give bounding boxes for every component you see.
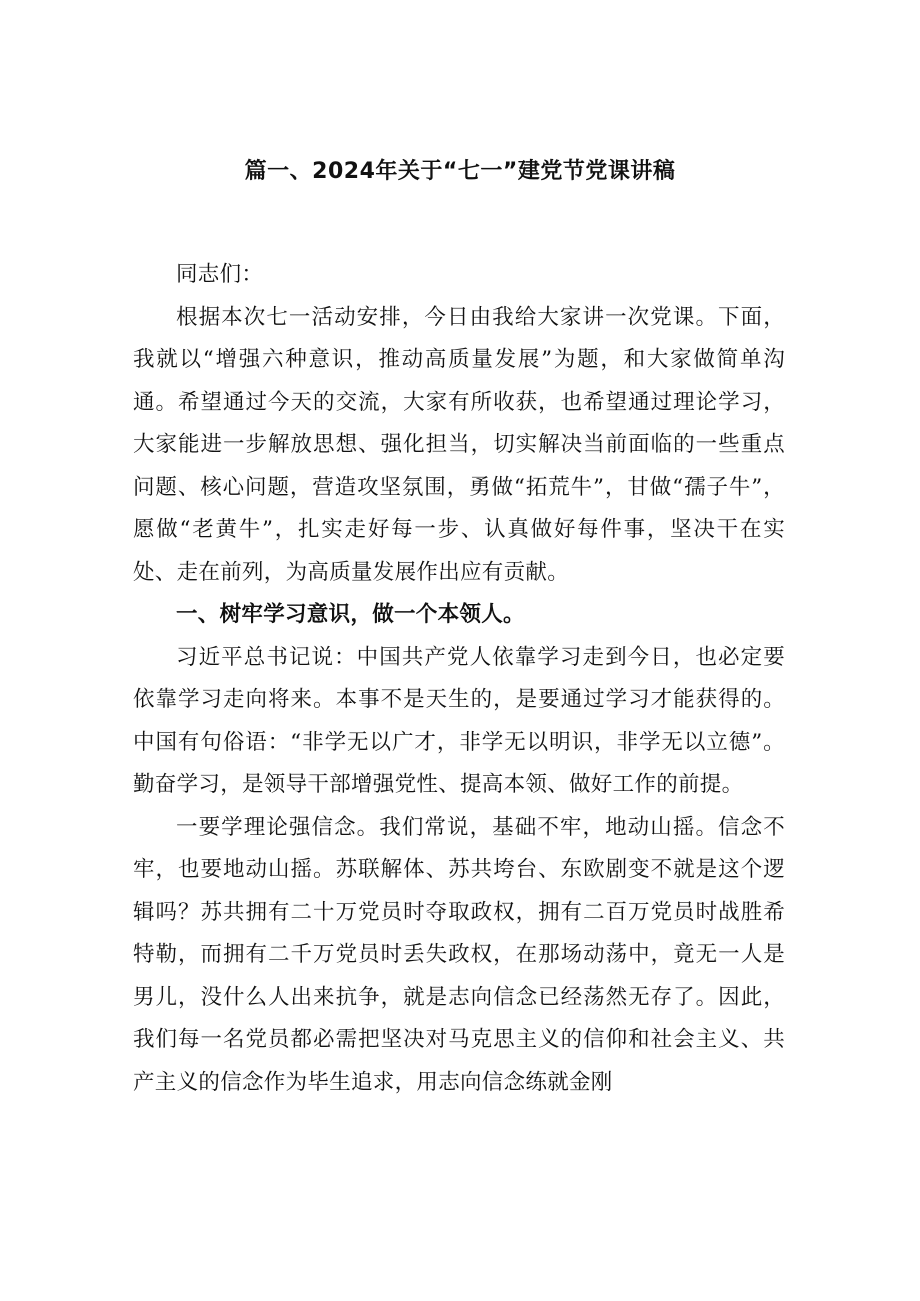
document-body [133,254,785,1104]
section-paragraph: 习近平总书记说：中国共产党人依靠学习走到今日，也必定要依靠学习走向将来。本事不是天生的，是要通过学习才能获得的。中国有句俗语：“非学无以广才，非学无以明识，非学无以立德”。勤奋学习，是领导干部增强党性、提高本领、做好工作的前提。 [133,644,785,797]
document-title: 篇一、2024年关于“七一”建党节党课讲稿 [244,159,676,184]
section-paragraph: 一要学理论强信念。我们常说，基础不牢，地动山摇。信念不牢，也要地动山摇。苏联解体、苏共垮台、东欧剧变不就是这个逻辑吗？苏共拥有二十万党员时夺取政权，拥有二百万党员时战胜希特勒，而拥有二千万党员时丢失政权，在那场动荡中，竟无一人是男儿，没什么人出来抗争，就是志向信念已经荡然无存了。因此，我们每一名党员都必需把坚决对马克思主义的信仰和社会主义、共产主义的信念作为毕生追求，用志向信念练就金刚 [133,814,785,1095]
section-heading: 一、树牢学习意识，做一个本领人。 [176,602,525,627]
intro-paragraph: 根据本次七一活动安排，今日由我给大家讲一次党课。下面，我就以“增强六种意识，推动高质量发展”为题，和大家做简单沟通。希望通过今天的交流，大家有所收获，也希望通过理论学习，大家能进一步解放思想、强化担当，切实解决当前面临的一些重点问题、核心问题，营造攻坚氛围，勇做“拓荒牛”，甘做“孺子牛”，愿做“老黄牛”，扎实走好每一步、认真做好每件事，坚决干在实处、走在前列，为高质量发展作出应有贡献。 [133,304,785,585]
salutation: 同志们： [176,262,264,287]
